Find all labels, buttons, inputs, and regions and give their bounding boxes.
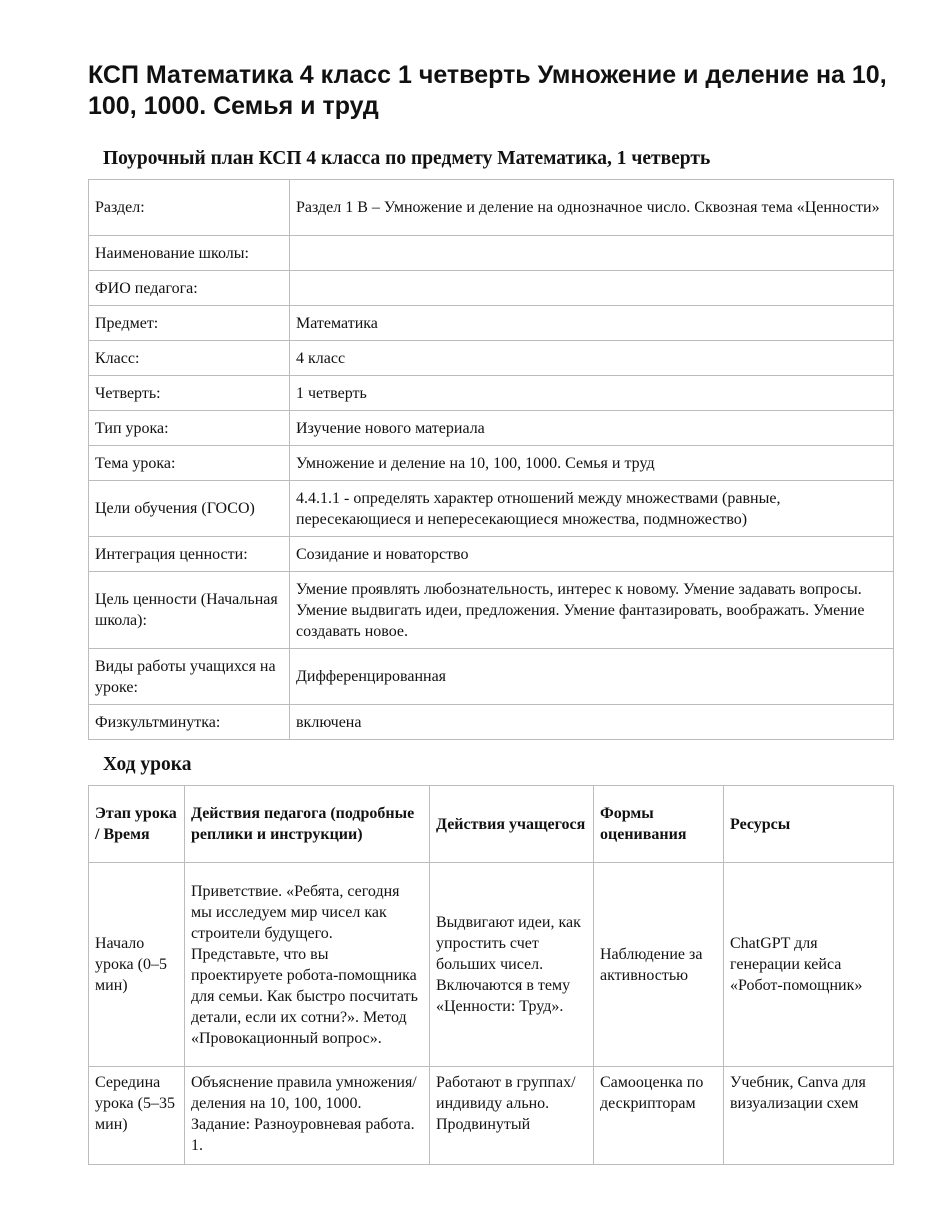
row-value: 4.4.1.1 - определять характер отношений между множествами (равные, пересекающиеся и непересекающиеся множества, подмножество) [290,481,894,537]
row-value: включена [290,705,894,740]
row-label: Тема урока: [89,446,290,481]
table-row [89,306,894,341]
column-header-teacher: Действия педагога (подробные реплики и инструкции) [185,786,430,863]
row-value: Дифференцированная [290,649,894,705]
row-value: 1 четверть [290,376,894,411]
cell-resources: Учебник, Canva для визуализации схем [724,1067,894,1165]
table-row [89,411,894,446]
cell-teacher: Объяснение правила умножения/деления на 10, 100, 1000. Задание: Разноуровневая работа. 1. [185,1067,430,1165]
table-row [89,705,894,740]
cell-assessment: Наблюдение за активностью [594,863,724,1067]
row-value: Умножение и деление на 10, 100, 1000. Семья и труд [290,446,894,481]
cell-assessment: Самооценка по дескрипторам [594,1067,724,1165]
row-label: Физкультминутка: [89,705,290,740]
page-title: КСП Математика 4 класс 1 четверть Умножение и деление на 10, 100, 1000. Семья и труд [88,61,887,120]
row-label: Четверть: [89,376,290,411]
table-row [89,446,894,481]
row-label: Тип урока: [89,411,290,446]
row-value: Изучение нового материала [290,411,894,446]
row-label: Предмет: [89,306,290,341]
row-label: Раздел: [89,180,290,236]
row-label: Виды работы учащихся на уроке: [89,649,290,705]
plan-heading: Поурочный план КСП 4 класса по предмету Математика, 1 четверть [103,148,711,169]
lesson-table [88,785,894,1165]
row-label: Интеграция ценности: [89,537,290,572]
row-value: Раздел 1 В – Умножение и деление на однозначное число. Сквозная тема «Ценности» [290,180,894,236]
table-row [89,481,894,537]
row-value [290,236,894,271]
row-value: Созидание и новаторство [290,537,894,572]
cell-student: Выдвигают идеи, как упростить счет больших чисел. Включаются в тему «Ценности: Труд». [430,863,594,1067]
table-row [89,180,894,236]
table-row [89,236,894,271]
row-label: Наименование школы: [89,236,290,271]
row-value: Математика [290,306,894,341]
column-header-resources: Ресурсы [724,786,894,863]
row-label: Класс: [89,341,290,376]
table-row [89,376,894,411]
row-label: Цель ценности (Начальная школа): [89,572,290,649]
row-value: Умение проявлять любознательность, интерес к новому. Умение задавать вопросы. Умение выдвигать идеи, предложения. Умение фантазировать, воображать. Умение создавать новое. [290,572,894,649]
table-row [89,271,894,306]
table-row [89,1067,894,1165]
table-row [89,649,894,705]
column-header-stage: Этап урока / Время [89,786,185,863]
cell-stage: Начало урока (0–5 мин) [89,863,185,1067]
table-header-row [89,786,894,863]
row-label: Цели обучения (ГОСО) [89,481,290,537]
column-header-student: Действия учащегося [430,786,594,863]
row-label: ФИО педагога: [89,271,290,306]
row-value [290,271,894,306]
table-row [89,537,894,572]
cell-stage: Середина урока (5–35 мин) [89,1067,185,1165]
cell-teacher: Приветствие. «Ребята, сегодня мы исследуем мир чисел как строители будущего. Представьте, что вы проектируете робота-помощника для семьи. Как быстро посчитать детали, если их сотни?». Метод «Провокационный вопрос». [185,863,430,1067]
column-header-assessment: Формы оценивания [594,786,724,863]
row-value: 4 класс [290,341,894,376]
cell-student: Работают в группах/индивиду ально. Продвинутый [430,1067,594,1165]
lesson-heading: Ход урока [103,754,192,775]
cell-resources: ChatGPT для генерации кейса «Робот-помощник» [724,863,894,1067]
plan-table [88,179,894,740]
table-row [89,572,894,649]
table-row [89,863,894,1067]
table-row [89,341,894,376]
